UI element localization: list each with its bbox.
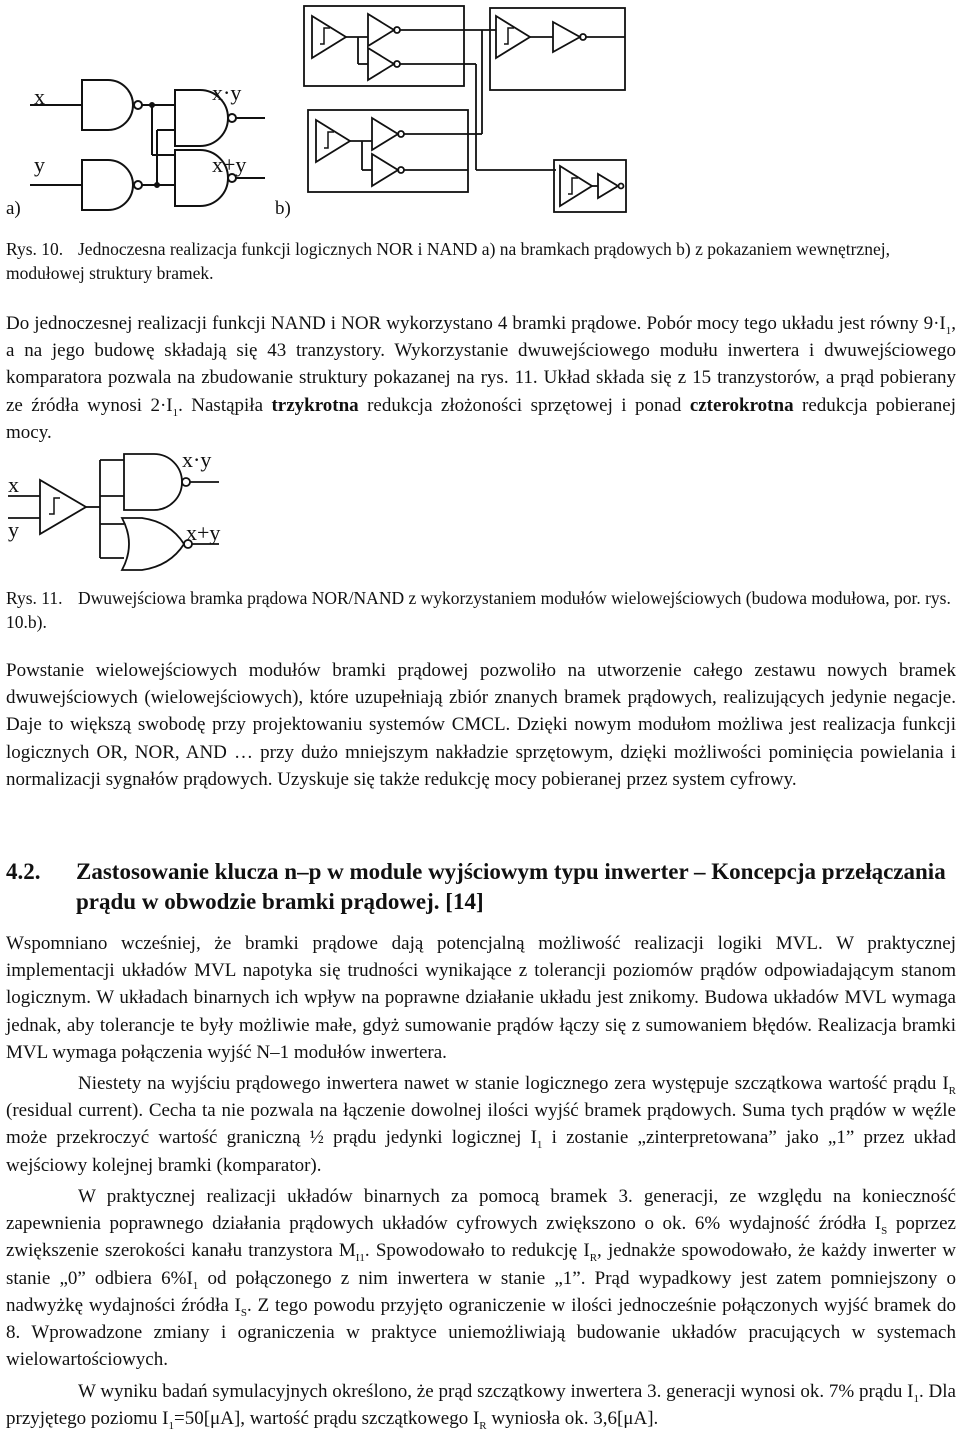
caption-10-text: Jednoczesna realizacja funkcji logicznych NOR i NAND a) na bramkach prądowych b) z pokazaniem wewnętrznej, modułowej struktury bramek. (6, 239, 890, 283)
figure-11-circuit (4, 448, 264, 583)
p5-text-5: od połączonego z nim inwertera w stanie „1”. Prąd wypadkowy jest zatem pomniejszony o nadwyżkę wydajności źródła I (6, 1267, 956, 1316)
p6-sub-3: R (479, 1420, 487, 1432)
p5-text-3: . Spowodowało to redukcję I (364, 1240, 590, 1262)
figure-10b-module-structure (298, 2, 628, 217)
p4-text-2: (residual current). Cecha ta nie pozwala na łączenie dowolnej ilości wyjść bramek prądowych. Suma tych prądów w węźle może przekroczyć wartość graniczną ½ prądu jedynki logicznej I (6, 1100, 956, 1149)
p4-text-1: Niestety na wyjściu prądowego inwertera nawet w stanie logicznego zera występuje szczątkowa wartość prądu I (78, 1073, 949, 1094)
p6-text-1: W wyniku badań symulacyjnych określono, że prąd szczątkowy inwertera 3. generacji wynosi ok. 7% prądu I (78, 1381, 914, 1402)
p6-sub-1: 1 (913, 1392, 919, 1405)
p1-text-2: , a na jego budowę składają się 43 tranzystory. Wykorzystanie dwuwejściowego modułu inwertera i dwuwejściowego komparatora pozwala na zbudowanie struktury pokazanej na rys. 11. Układ składa się z 15 tranzystorów, a prąd pobierany ze źródła wynosi 2·I (6, 313, 956, 416)
p1-sub-2: 1 (172, 406, 179, 419)
caption-11-number: Rys. 11. (6, 588, 63, 608)
fig10a-input-x: x (34, 84, 45, 109)
p6-text-4: wyniosła ok. 3,6[μA]. (486, 1408, 659, 1430)
p6-sub-2: 1 (168, 1420, 175, 1432)
p1-sub-1: 1 (945, 324, 952, 337)
section-number: 4.2. (6, 859, 41, 884)
p1-bold-1: trzykrotna (271, 394, 359, 416)
section-title: Zastosowanie klucza n–p w module wyjściowym typu inwerter – Koncepcja przełączania prądu w obwodzie bramki prądowej. [14] (76, 859, 946, 914)
fig10a-output-xy: x·y (212, 80, 242, 105)
paragraph-5 (6, 1183, 956, 1373)
fig10a-output-xplusy: x+y (212, 152, 247, 177)
p1-text-5: redukcja pobieranej mocy. (6, 394, 956, 443)
p6-text-3: =50[μA], wartość prądu szczątkowego I (174, 1408, 480, 1430)
p5-sub-5: S (240, 1306, 248, 1319)
p5-text-1: W praktycznej realizacji układów binarnych za pomocą bramek 3. generacji, ze względu na konieczność zapewnienia poprawnego działania prądowych układów cyfrowych zwiększono o ok. 6% wydajność źródła I (6, 1186, 956, 1235)
p5-sub-3: R (589, 1252, 598, 1265)
p5-sub-2: I1 (355, 1252, 365, 1265)
fig10a-input-y: y (34, 152, 45, 177)
fig11-input-x: x (8, 472, 19, 497)
p5-sub-1: S (881, 1225, 888, 1237)
p1-text-1: Do jednoczesnej realizacji funkcji NAND i NOR wykorzystano 4 bramki prądowe. Pobór mocy tego układu jest równy 9·I (6, 313, 946, 334)
p5-text-4: , jednakże spowodowało, że każdy inwerter w stanie „0” odbiera 6%I (6, 1240, 957, 1289)
paragraph-4 (6, 1070, 956, 1179)
paragraph-1 (6, 310, 956, 446)
p2-text: Powstanie wielowejściowych modułów bramki prądowej pozwoliło na utworzenie całego zestawu nowych bramek dwuwejściowych (wielowejściowych), które uzupełniają zbiór znanych bramek prądowych, realizujących jedynie negacje. Daje to większą swobodę przy projektowaniu systemów CMCL. Dzięki nowym modułom możliwa jest realizacja funkcji logicznych OR, NOR, AND … przy dużo mniejszym nakładzie sprzętowym, dzięki możliwości pominięcia powielania i normalizacji sygnałów prądowych. Uzyskuje się także redukcję mocy pobieranej przez system cyfrowy. (6, 660, 956, 790)
fig11-output-xy: x·y (182, 447, 212, 472)
fig11-output-xplusy: x+y (186, 520, 221, 545)
p1-text-4: redukcja złożoności sprzętowej i ponad (358, 394, 690, 416)
paragraph-2 (6, 657, 956, 793)
caption-11-text: Dwuwejściowa bramka prądowa NOR/NAND z wykorzystaniem modułów wielowejściowych (budowa modułowa, por. rys. 10.b). (6, 588, 951, 632)
p5-text-6: . Z tego powodu przyjęto ograniczenie w ilości jednocześnie połączonych wyjść bramek do 8. Wprowadzone zmiany i ograniczenia w praktyce uniemożliwiają budowanie układów pracujących w systemach wielowartościowych. (6, 1294, 957, 1371)
p6-text-2: . Dla przyjętego poziomu I (6, 1381, 956, 1430)
fig10-label-a: a) (6, 198, 21, 219)
p1-text-3: . Nastąpiła (178, 394, 272, 416)
p5-text-2: poprzez zwiększenie szerokości kanału tranzystora M (6, 1213, 956, 1262)
figure-11-caption (6, 586, 956, 634)
p4-text-3: i zostanie „zinterpretowana” jako „1” przez układ wejściowy kolejnej bramki (komparator). (6, 1127, 956, 1176)
p4-sub-1: R (948, 1084, 956, 1097)
fig10-label-b: b) (275, 198, 291, 219)
fig11-input-y: y (8, 517, 19, 542)
paragraph-3 (6, 930, 956, 1066)
p1-bold-2: czterokrotna (689, 394, 794, 416)
paragraph-6 (6, 1378, 956, 1432)
caption-10-number: Rys. 10. (6, 239, 64, 259)
figure-10-caption (6, 237, 956, 285)
section-heading (6, 857, 956, 917)
p5-sub-4: 1 (192, 1279, 199, 1292)
p4-sub-2: 1 (536, 1139, 543, 1152)
p3-text: Wspomniano wcześniej, że bramki prądowe dają potencjalną możliwość realizacji logiki MVL. W praktycznej implementacji układów MVL napotyka się trudności wynikające z tolerancji poziomów prądów odpowiadającym stanom logicznym. W układach binarnych ich wpływ na poprawne działanie układu jest znikomy. Budowa układów MVL wymaga jednak, aby tolerancje te były możliwie małe, gdyż sumowanie prądów łączy się z sumowaniem błędów. Realizacja bramki MVL wymaga połączenia wyjść N–1 modułów inwertera. (6, 933, 956, 1063)
